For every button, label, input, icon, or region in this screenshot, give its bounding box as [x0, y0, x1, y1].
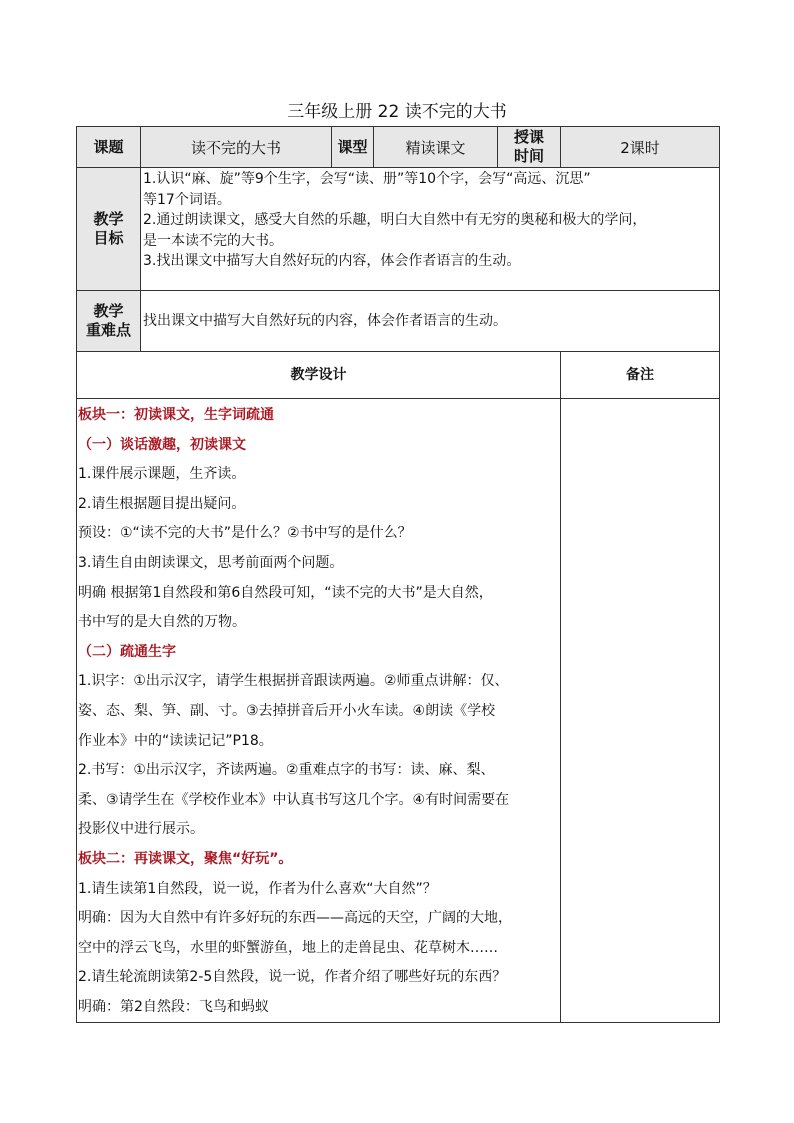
- goal-line: 等17个词语。: [143, 191, 231, 208]
- goal-line: 是一本读不完的大书。: [143, 232, 283, 249]
- key-points-label: [77, 291, 141, 352]
- design-line: 1.识字：①出示汉字，请学生根据拼音跟读两遍。②师重点讲解：仅、: [78, 673, 509, 690]
- design-lines: [78, 401, 558, 1022]
- section-heading: 板块二：再读课文，聚焦“好玩”。: [78, 850, 293, 867]
- type-value: 精读课文: [374, 127, 498, 168]
- design-line: 3.请生自由朗读课文，思考前面两个问题。: [78, 554, 344, 571]
- design-line: 明确：第2自然段：飞鸟和蚂蚁: [78, 998, 269, 1015]
- topic-label: 课题: [77, 127, 141, 168]
- goal-line: 3.找出课文中描写大自然好玩的内容，体会作者语言的生动。: [143, 253, 521, 269]
- hours-label: [498, 127, 561, 168]
- type-label: 课型: [332, 127, 374, 168]
- header-row: [77, 127, 720, 168]
- key-points-label-line-2: 重难点: [85, 321, 131, 339]
- design-line: 2.书写：①出示汉字，齐读两遍。②重难点字的书写：读、麻、梨、: [78, 762, 495, 779]
- design-line: 柔、③请学生在《学校作业本》中认真书写这几个字。④有时间需要在: [78, 791, 510, 808]
- notes-header: 备注: [561, 352, 720, 399]
- design-line: 明确 根据第1自然段和第6自然段可知，“读不完的大书”是大自然，: [78, 584, 493, 601]
- design-line: 1.请生读第1自然段，说一说，作者为什么喜欢“大自然”？: [78, 880, 437, 897]
- hours-label-line-1: 授课: [513, 128, 544, 146]
- design-line: 姿、态、梨、笋、副、寸。③去掉拼音后开小火车读。④朗读《学校: [78, 702, 496, 719]
- goals-label: [77, 168, 141, 291]
- design-line: 投影仪中进行展示。: [78, 821, 204, 838]
- goal-line: 2.通过朗读课文，感受大自然的乐趣，明白大自然中有无穷的奥秘和极大的学问，: [143, 212, 647, 228]
- design-line: 空中的浮云飞鸟，水里的虾蟹游鱼，地上的走兽昆虫、花草树木……: [78, 939, 498, 956]
- goals-label-line-2: 目标: [93, 229, 124, 247]
- design-header-row: [77, 352, 720, 399]
- design-line: 明确：因为大自然中有许多好玩的东西——高远的天空，广阔的大地，: [78, 910, 512, 927]
- goals-row: [77, 168, 720, 291]
- lesson-plan-table: [76, 126, 720, 1023]
- hours-label-line-2: 时间: [513, 147, 544, 165]
- design-header: 教学设计: [77, 352, 561, 399]
- section-heading: 板块一：初读课文，生字词疏通: [78, 407, 274, 423]
- goals-content: [141, 168, 720, 291]
- key-points-row: [77, 291, 720, 352]
- goal-line: 1.认识“麻、旋”等9个生字，会写“读、册”等10个字，会写“高远、沉思”: [143, 171, 591, 187]
- design-line: 书中写的是大自然的万物。: [78, 614, 246, 631]
- topic-value: 读不完的大书: [141, 127, 332, 168]
- section-heading: （二）疏通生字: [78, 643, 176, 660]
- design-content: [77, 399, 561, 1023]
- design-line: 预设：①“读不完的大书”是什么？②书中写的是什么？: [78, 525, 412, 542]
- goals-label-line-1: 教学: [93, 210, 124, 228]
- key-points-content: 找出课文中描写大自然好玩的内容，体会作者语言的生动。: [141, 291, 720, 352]
- design-line: 2.请生轮流朗读第2-5自然段，说一说，作者介绍了哪些好玩的东西？: [78, 969, 507, 986]
- design-line: 1.课件展示课题，生齐读。: [78, 466, 246, 483]
- design-line: 2.请生根据题目提出疑问。: [78, 495, 246, 512]
- section-heading: （一）谈话激趣，初读课文: [78, 436, 246, 453]
- design-row: [77, 399, 720, 1023]
- page-title: 三年级上册 22 读不完的大书: [287, 102, 507, 122]
- notes-content: [561, 399, 720, 1023]
- design-line: 作业本》中的“读读记记”P18。: [78, 732, 273, 749]
- hours-value: 2课时: [561, 127, 720, 168]
- key-points-label-line-1: 教学: [93, 302, 124, 320]
